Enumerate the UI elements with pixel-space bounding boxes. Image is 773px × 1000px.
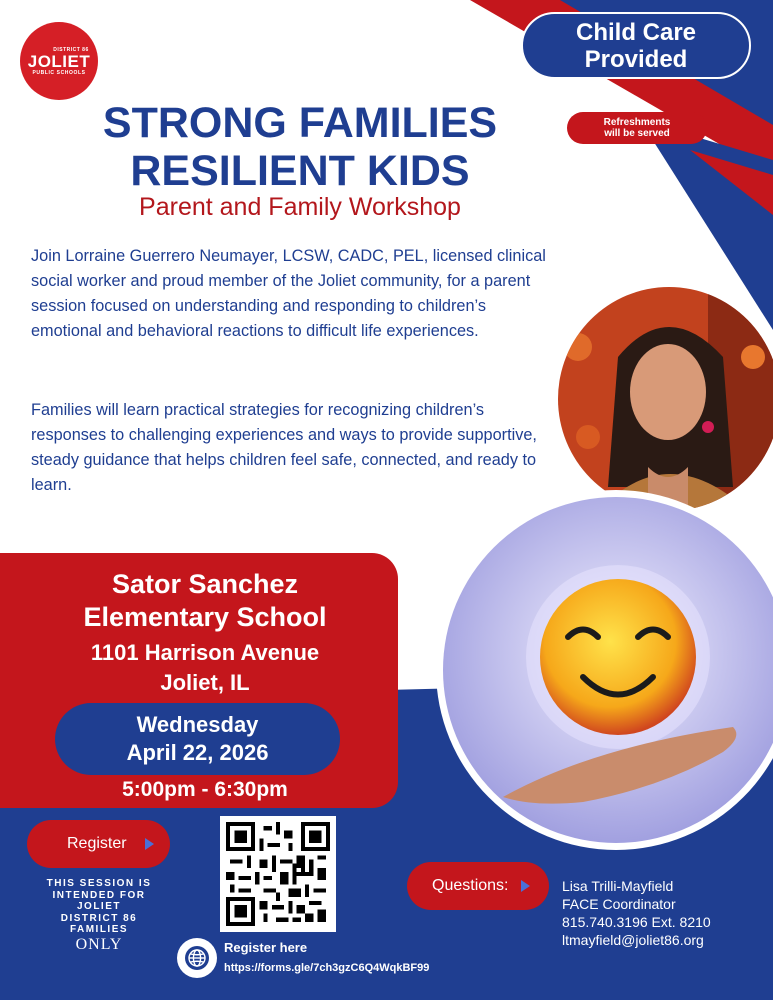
title-line1: STRONG FAMILIES [102, 99, 498, 147]
logo-name-text: JOLIET [27, 51, 91, 71]
event-day: Wednesday [136, 712, 259, 737]
page-title [40, 99, 560, 195]
eligibility-line2: INTENDED FOR [52, 889, 146, 901]
intro-paragraph: Join Lorraine Guerrero Neumayer, LCSW, CADC, PEL, licensed clinical social worker and proud member of the Joliet community, for a parent session focused on understanding and responding to children’s emotional and behavioral reactions to difficult life experiences. [31, 247, 546, 340]
strategies-paragraph: Families will learn practical strategies for recognizing children’s responses to challenging experiences and ways to provide supportive, steady guidance that helps children feel safe, connected, and ready to learn. [31, 401, 537, 494]
title-line2: RESILIENT KIDS [130, 147, 470, 195]
eligibility-only: ONLY [75, 935, 123, 953]
district-logo [20, 22, 98, 100]
event-date: April 22, 2026 [126, 740, 269, 765]
child-care-line2: Provided [584, 45, 688, 73]
school-line2: Elementary School [83, 602, 327, 632]
smiley-bubble-image [443, 497, 773, 843]
page-subtitle: Parent and Family Workshop [139, 193, 461, 221]
contact-name: Lisa Trilli-Mayfield [562, 878, 674, 894]
school-name [10, 568, 400, 634]
contact-email[interactable]: ltmayfield@joliet86.org [562, 932, 704, 948]
school-line1: Sator Sanchez [111, 569, 299, 599]
eligibility-note [30, 878, 168, 953]
questions-button-label: Questions: [432, 877, 509, 894]
globe-icon [177, 938, 217, 978]
child-care-line1: Child Care [575, 18, 697, 46]
date-badge [55, 703, 340, 775]
contact-role: FACE Coordinator [562, 896, 676, 912]
logo-district-text: DISTRICT 86 [53, 46, 89, 53]
eligibility-line1: THIS SESSION IS [46, 878, 152, 889]
eligibility-line3: JOLIET [76, 901, 121, 912]
registration-qr-code[interactable] [220, 816, 336, 932]
child-care-badge [521, 12, 751, 79]
address-line2: Joliet, IL [160, 670, 250, 695]
address-line1: 1101 Harrison Avenue [90, 640, 320, 665]
register-here-label: Register here [224, 940, 308, 955]
refreshments-line2: will be served [604, 128, 670, 139]
eligibility-line4: DISTRICT 86 [60, 912, 138, 924]
questions-button[interactable] [407, 862, 549, 910]
arrow-right-icon [521, 880, 530, 892]
register-button[interactable] [27, 820, 170, 868]
contact-phone: 815.740.3196 Ext. 8210 [562, 914, 711, 930]
school-address [10, 638, 400, 698]
registration-link[interactable]: https://forms.gle/7ch3gzC6Q4WqkBF99 [224, 962, 430, 974]
arrow-right-icon [145, 838, 154, 850]
refreshments-badge [567, 112, 707, 144]
refreshments-line1: Refreshments [603, 117, 671, 128]
presenter-photo [558, 287, 773, 511]
eligibility-line5: FAMILIES [69, 924, 129, 935]
register-button-label: Register [67, 835, 127, 852]
contact-info [562, 877, 711, 949]
logo-sub-text: PUBLIC SCHOOLS [32, 69, 86, 76]
event-time: 5:00pm - 6:30pm [122, 778, 288, 801]
